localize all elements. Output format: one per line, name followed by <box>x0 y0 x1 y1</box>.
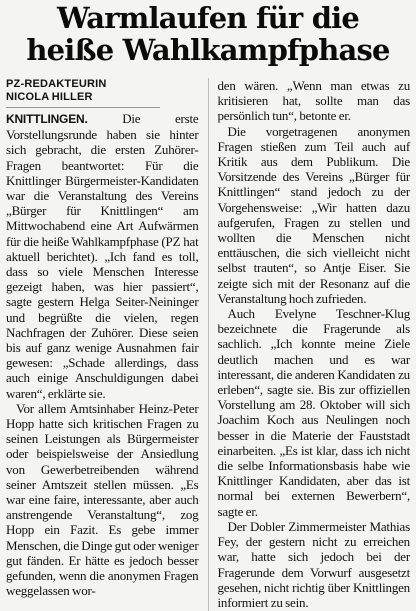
column-left <box>6 78 199 611</box>
byline-divider <box>6 107 160 108</box>
headline-line-1: Warmlaufen für die <box>56 1 360 35</box>
paragraph: Auch Evelyne Teschner-Klug bezeichnete die Fragerunde als sachlich. „Ich konnte meine Ziele deutlich machen und es war interessant, die anderen Kandidaten zu erleben“, sagte sie. Bis zur offiziellen Vorstellung am 28. Oktober will sich Joachim Koch aus Neulingen noch besser in die Materie der Fauststadt einarbeiten. „Es ist klar, dass ich nicht die selbe Informationsbasis habe wie Knittlinger Kandidaten, aber das ist normal bei externen Bewerbern“, sagte er. <box>217 306 410 519</box>
column-right <box>218 78 411 611</box>
headline <box>6 0 410 66</box>
paragraph <box>6 111 199 401</box>
byline <box>6 78 199 108</box>
paragraph: den wären. „Wenn man etwas zu kritisieren hat, sollte man das persönlich tun“, betonte er. <box>217 78 410 124</box>
headline-line-2: heiße Wahlkampfphase <box>26 33 390 67</box>
byline-role: PZ-REDAKTEURIN <box>6 78 107 90</box>
byline-name: NICOLA HILLER <box>6 91 93 103</box>
column-divider <box>208 78 209 611</box>
paragraph: Die vorgetragenen anonymen Fragen stießen zum Teil auch auf Kritik aus dem Publikum. Die Vorsitzende des Vereins „Bürger für Knittlingen“ stand jedoch zu der Vorgehensweise: „Wir hatten dazu aufgerufen, Fragen zu stellen und wollten die Menschen nicht enttäuschen, die sich vielleicht nicht selbst trauten“, so Antje Eiser. Sie zeigte sich mit der Resonanz auf die Veranstaltung hoch zufrieden. <box>217 123 410 306</box>
dateline: KNITTLINGEN. <box>6 112 88 126</box>
article-body <box>6 78 410 611</box>
paragraph: Der Dobler Zimmermeister Mathias Fey, der gestern nicht zu erreichen war, hatte sich jedoch bei der Fragerunde dem Vorwurf ausgesetzt gesehen, nicht richtig über Knittlingen informiert zu sein. <box>217 518 410 610</box>
paragraph-text: Die erste Vorstellungsrunde haben sie hinter sich gebracht, die ersten Zuhörer-Fragen beantwortet: Für die Knittlinger Bürgermeister-Kandidaten war die Veranstaltung des Vereins „Bürger für Knittlingen“ am Mittwochabend eine Art Aufwärmen für die heiße Wahlkampfphase (PZ hat aktuell berichtet). „Ich fand es toll, dass so viele Menschen Interesse gezeigt haben, was hier passiert“, sagte gestern Helga Seiter-Neininger und begrüßte die vielen, regen Nachfragen der Zuhörer. Diese seien bis auf ganz wenige Ausnahmen fair gewesen: „Schade allerdings, dass auch einige Anschuldigungen dabei waren“, erklärte sie. <box>6 111 199 401</box>
paragraph: Vor allem Amtsinhaber Heinz-Peter Hopp hatte sich kritischen Fragen zu seinen Leistungen als Bürgermeister oder beispielsweise der Ansiedlung von Gewerbetreibenden während seiner Amtszeit stellen müssen. „Es war eine faire, interessante, aber auch anstrengende Veranstaltung“, zog Hopp ein Fazit. Es gebe immer Menschen, die Dinge gut oder weniger gut fänden. Er hätte es jedoch besser gefunden, wenn die anonymen Fragen weggelassen wor- <box>6 400 199 599</box>
